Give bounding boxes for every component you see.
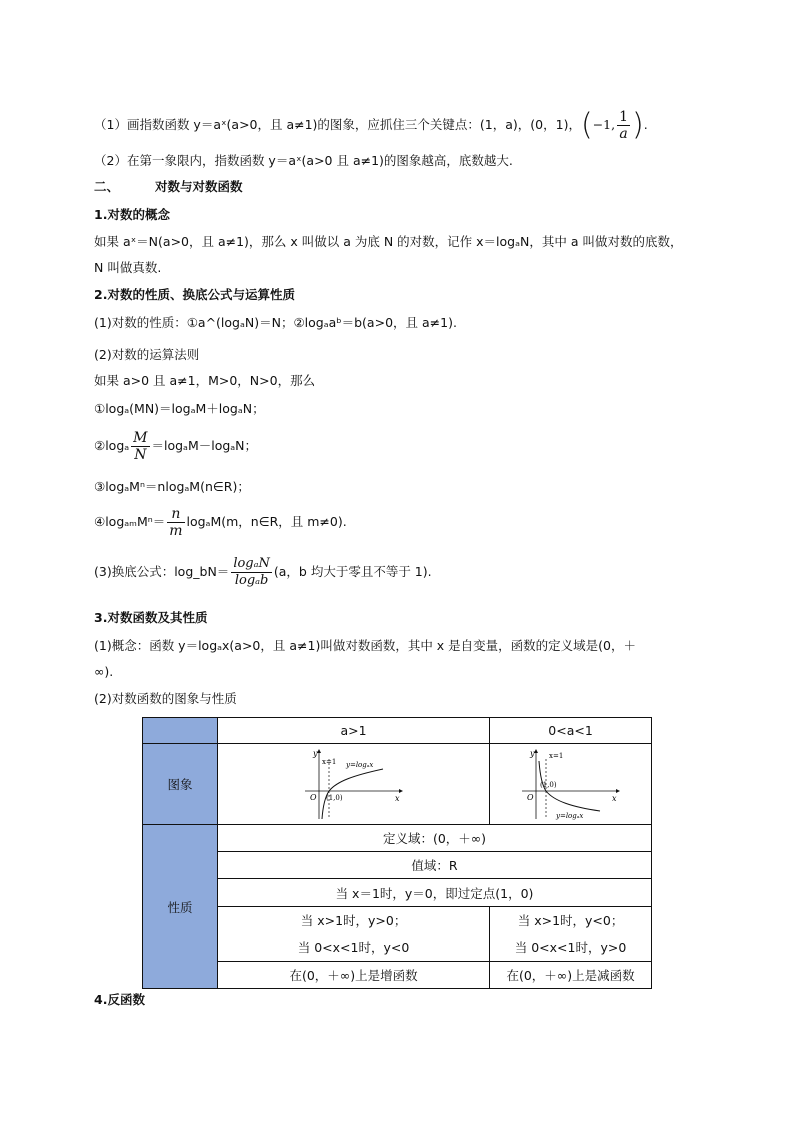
heading-log-concept: 1.对数的概念 [94, 207, 170, 222]
fraction-n-over-m [167, 506, 184, 539]
fraction-numerator: n [167, 506, 184, 523]
right-paren: ) [632, 107, 644, 143]
monotonic-cell-a-between-0-1: 在(0，＋∞)上是减函数 [490, 962, 652, 989]
section-title: 对数与对数函数 [155, 179, 243, 194]
paragraph-1-end: . [643, 117, 648, 132]
change-of-base-suffix: (a，b 均大于零且不等于 1). [273, 564, 432, 579]
sign-a-line-2: 当 0<x<1时，y<0 [297, 940, 410, 955]
rule-4-suffix: logₐM(m，n∈R，且 m≠0). [186, 514, 347, 529]
fraction-1-over-a [617, 109, 630, 142]
heading-inverse-function: 4.反函数 [94, 992, 145, 1007]
property-line: (1)对数的性质：①a^(logₐN)＝N；②logₐaᵇ＝b(a>0，且 a≠1). [94, 315, 457, 330]
concept-line-1: (1)概念：函数 y＝logₐx(a>0，且 a≠1)叫做对数函数，其中 x 是自变量，函数的定义域是(0，＋ [94, 638, 636, 653]
graph-origin-label: O [526, 793, 534, 802]
fraction-denominator: m [169, 523, 183, 539]
graph-x-label: x [611, 794, 617, 803]
fraction-numerator: M [133, 430, 148, 446]
fraction-denominator: a [619, 126, 628, 142]
section-number: 二、 [94, 179, 120, 194]
fixed-point-cell: 当 x＝1时，y＝0，即过定点(1，0) [218, 879, 652, 907]
section-heading [94, 178, 243, 196]
heading-log-properties: 2.对数的性质、换底公式与运算性质 [94, 287, 295, 302]
graph-function-label: y=logₐx [345, 761, 373, 769]
sign-b-line-2: 当 0<x<1时，y>0 [514, 940, 627, 955]
y-axis-arrow [534, 749, 538, 753]
fraction-numerator: logₐN [233, 556, 270, 571]
monotonic-cell-a-greater-1: 在(0，＋∞)上是增函数 [218, 962, 490, 989]
definition-line-2: N 叫做真数. [94, 260, 162, 275]
left-paren: ( [580, 107, 593, 143]
graph-y-label: y [529, 749, 535, 758]
x-axis-arrow [399, 789, 403, 793]
graph-x-label: x [394, 794, 400, 803]
graph-cell-a-between-0-1 [490, 744, 652, 825]
header-a-greater-1: a>1 [218, 718, 490, 744]
fraction-m-over-n [131, 430, 149, 463]
graph-cell-a-greater-1 [218, 744, 490, 825]
change-of-base [94, 556, 432, 589]
fraction-denominator: N [134, 447, 147, 463]
paragraph-1 [94, 109, 648, 142]
row-label-properties: 性质 [143, 825, 218, 989]
rule-2-prefix: ②logₐ [94, 438, 130, 453]
row-label-graph: 图象 [143, 744, 218, 825]
definition-line-1: 如果 aˣ＝N(a>0，且 a≠1)，那么 x 叫做以 a 为底 N 的对数，记作 x＝logₐN，其中 a 叫做对数的底数， [94, 234, 683, 249]
graph-function-label: y=logₐx [555, 812, 583, 820]
range-cell: 值域：R [218, 852, 652, 879]
rule-2 [94, 430, 257, 463]
graph-decreasing-log [516, 747, 626, 821]
header-a-between-0-1: 0<a<1 [490, 718, 652, 744]
point3-lead: −1, [592, 117, 616, 132]
rule-3: ③logₐMⁿ＝nlogₐM(n∈R)； [94, 479, 250, 494]
graph-properties-heading: (2)对数函数的图象与性质 [94, 691, 237, 706]
rule-4-prefix: ④logₐₘMⁿ＝ [94, 514, 166, 529]
fraction-change-of-base [231, 556, 272, 589]
heading-log-function: 3.对数函数及其性质 [94, 610, 208, 625]
graph-point-label: (1,0) [325, 794, 343, 802]
fraction-numerator: 1 [619, 109, 629, 125]
rules-condition: 如果 a>0 且 a≠1，M>0，N>0，那么 [94, 373, 316, 388]
graph-x1-label: x=1 [321, 758, 336, 766]
graph-y-label: y [312, 749, 318, 758]
concept-line-2: ∞). [94, 664, 114, 679]
graph-increasing-log [299, 747, 409, 821]
rule-4 [94, 506, 347, 539]
graph-origin-label: O [309, 793, 317, 802]
table-corner-cell [143, 718, 218, 744]
paragraph-2: （2）在第一象限内，指数函数 y＝aˣ(a>0 且 a≠1)的图象越高，底数越大. [94, 153, 513, 168]
y-axis-arrow [317, 749, 321, 753]
fraction-denominator: logₐb [234, 573, 269, 588]
graph-x1-label: x=1 [548, 752, 563, 760]
log-function-table [142, 717, 652, 989]
sign-b-line-1: 当 x>1时，y<0； [517, 913, 624, 928]
paragraph-1-text: （1）画指数函数 y＝aˣ(a>0，且 a≠1)的图象，应抓住三个关键点：(1，a)，(0，1)， [94, 117, 581, 132]
sign-a-line-1: 当 x>1时，y>0； [300, 913, 407, 928]
graph-point-label: (1,0) [539, 781, 557, 789]
domain-cell: 定义域：(0，＋∞) [218, 825, 652, 852]
change-of-base-prefix: (3)换底公式：log_bN＝ [94, 564, 230, 579]
sign-cell-a-greater-1 [218, 907, 490, 962]
x-axis-arrow [616, 789, 620, 793]
rules-heading: (2)对数的运算法则 [94, 347, 200, 362]
rule-2-suffix: ＝logₐM－logₐN； [151, 438, 258, 453]
sign-cell-a-between-0-1 [490, 907, 652, 962]
rule-1: ①logₐ(MN)＝logₐM＋logₐN； [94, 401, 265, 416]
